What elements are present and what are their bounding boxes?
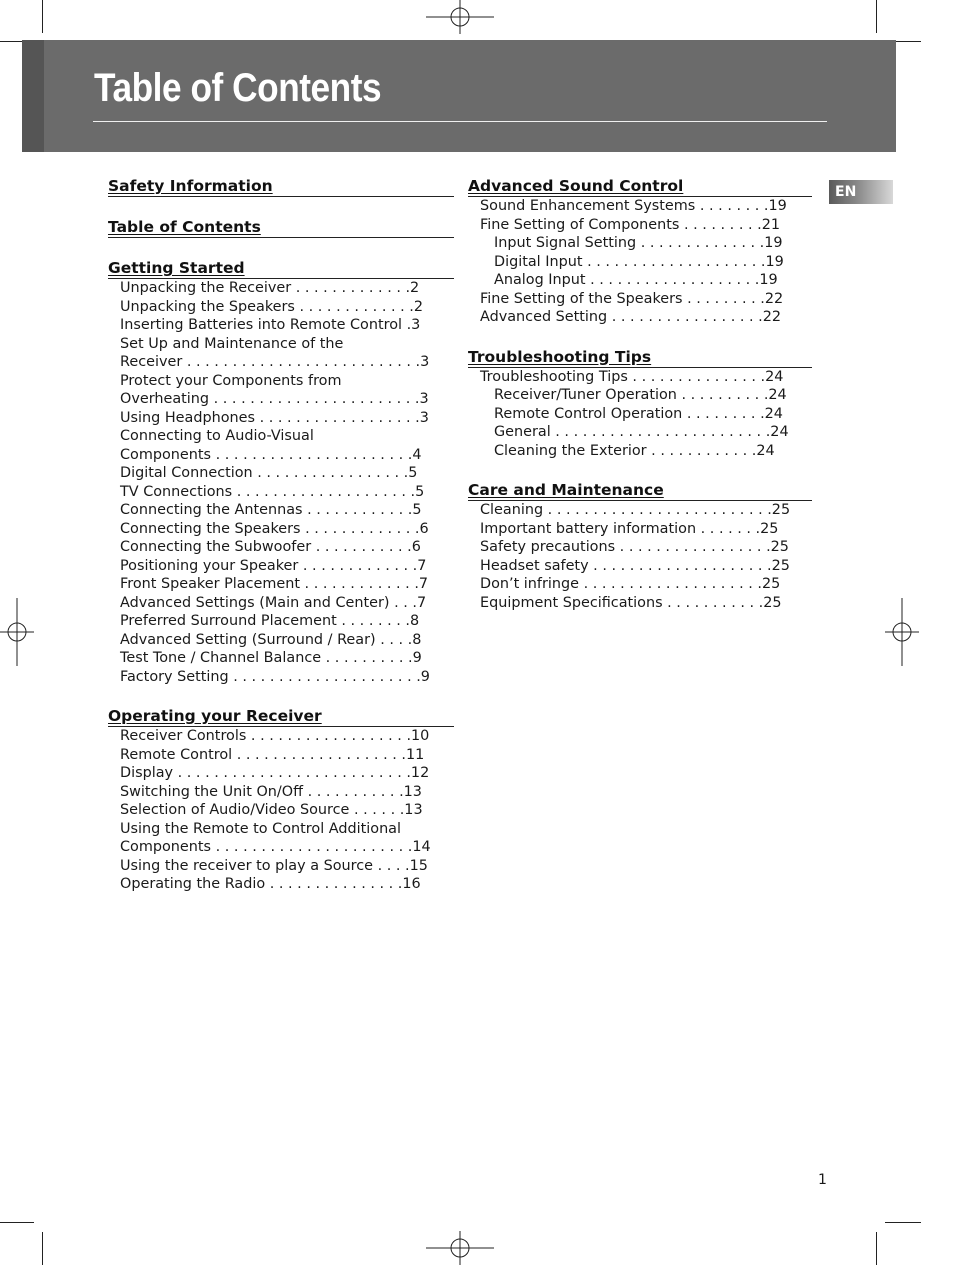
section-heading[interactable]: Care and Maintenance bbox=[468, 480, 812, 501]
crop-mark bbox=[876, 1232, 877, 1265]
toc-section bbox=[108, 238, 454, 686]
toc-entry[interactable]: Troubleshooting Tips . . . . . . . . . . . . . . .24 bbox=[480, 368, 784, 385]
crop-mark bbox=[42, 0, 43, 33]
registration-mark-top bbox=[426, 0, 494, 34]
header-edge bbox=[22, 40, 44, 152]
toc-entry[interactable]: Display . . . . . . . . . . . . . . . . . . . . . . . . . .12 bbox=[120, 765, 430, 781]
toc-entry[interactable]: Headset safety . . . . . . . . . . . . . . . . . . . .25 bbox=[480, 557, 790, 574]
toc-section bbox=[468, 460, 812, 612]
toc-entry[interactable]: Sound Enhancement Systems . . . . . . . .19 bbox=[480, 198, 787, 214]
toc-entry[interactable]: Advanced Settings (Main and Center) . . .7 bbox=[120, 594, 427, 611]
toc-entry[interactable]: Front Speaker Placement . . . . . . . . . . . . .7 bbox=[120, 576, 429, 592]
toc-entry[interactable]: Advanced Setting . . . . . . . . . . . . . . . . .22 bbox=[480, 309, 782, 325]
toc-entry[interactable]: Using the Remote to Control Additional bbox=[120, 820, 402, 837]
toc-section bbox=[108, 176, 454, 197]
registration-mark-right bbox=[885, 598, 919, 666]
toc-entry-list bbox=[108, 727, 454, 894]
section-heading[interactable]: Getting Started bbox=[108, 258, 454, 279]
toc-entry[interactable]: General . . . . . . . . . . . . . . . . . . . . . . . .24 bbox=[494, 424, 789, 440]
toc-section bbox=[468, 327, 812, 461]
crop-mark bbox=[876, 0, 877, 33]
toc-left-column bbox=[108, 176, 454, 894]
toc-entry[interactable]: Components . . . . . . . . . . . . . . . . . . . . . .4 bbox=[120, 446, 422, 463]
toc-entry[interactable]: Fine Setting of Components . . . . . . . . .21 bbox=[480, 216, 781, 233]
toc-entry[interactable]: Preferred Surround Placement . . . . . . . .8 bbox=[120, 613, 420, 629]
toc-entry[interactable]: Safety precautions . . . . . . . . . . . . . . . . .25 bbox=[480, 539, 789, 555]
toc-entry[interactable]: Digital Input . . . . . . . . . . . . . . . . . . . .19 bbox=[494, 253, 784, 270]
toc-entry[interactable]: Remote Control Operation . . . . . . . . .24 bbox=[494, 405, 783, 422]
registration-mark-left bbox=[0, 598, 34, 666]
crop-mark bbox=[0, 1222, 34, 1223]
toc-entry[interactable]: Using the receiver to play a Source . . . .15 bbox=[120, 857, 428, 874]
toc-entry[interactable]: Connecting the Antennas . . . . . . . . . . . .5 bbox=[120, 502, 422, 518]
toc-entry[interactable]: Using Headphones . . . . . . . . . . . . . . . . . .3 bbox=[120, 409, 429, 426]
toc-entry[interactable]: Components . . . . . . . . . . . . . . . . . . . . . .14 bbox=[120, 839, 431, 855]
toc-entry[interactable]: Connecting the Speakers . . . . . . . . . . . . .6 bbox=[120, 520, 429, 537]
section-heading[interactable]: Safety Information bbox=[108, 176, 454, 197]
page-number: 1 bbox=[818, 1172, 827, 1188]
toc-section bbox=[468, 176, 812, 327]
toc-entry[interactable]: Test Tone / Channel Balance . . . . . . . . . .9 bbox=[120, 650, 422, 666]
toc-entry[interactable]: Cleaning . . . . . . . . . . . . . . . . . . . . . . . . .25 bbox=[480, 502, 791, 518]
toc-entry[interactable]: Advanced Setting (Surround / Rear) . . . .8 bbox=[120, 631, 422, 648]
page-title: Table of Contents bbox=[94, 66, 382, 110]
toc-entry[interactable]: Don’t infringe . . . . . . . . . . . . . . . . . . . .25 bbox=[480, 576, 781, 592]
registration-mark-bottom bbox=[426, 1231, 494, 1265]
section-heading[interactable]: Operating your Receiver bbox=[108, 706, 454, 727]
toc-entry[interactable]: Analog Input . . . . . . . . . . . . . . . . . . .19 bbox=[494, 272, 778, 288]
toc-entry[interactable]: TV Connections . . . . . . . . . . . . . . . . . . . .5 bbox=[120, 483, 425, 500]
toc-entry[interactable]: Remote Control . . . . . . . . . . . . . . . . . . .11 bbox=[120, 746, 425, 763]
toc-entry[interactable]: Unpacking the Speakers . . . . . . . . . . . . .2 bbox=[120, 298, 423, 315]
toc-entry[interactable]: Connecting to Audio-Visual bbox=[120, 428, 314, 444]
toc-entry[interactable]: Fine Setting of the Speakers . . . . . . . . .22 bbox=[480, 290, 784, 307]
toc-entry-list bbox=[468, 197, 812, 327]
toc-right-column bbox=[468, 176, 812, 612]
toc-entry-list bbox=[468, 501, 812, 612]
toc-entry[interactable]: Factory Setting . . . . . . . . . . . . . . . . . . . . .9 bbox=[120, 668, 430, 685]
toc-section bbox=[108, 686, 454, 894]
crop-mark bbox=[885, 1222, 921, 1223]
toc-entry[interactable]: Important battery information . . . . . . .25 bbox=[480, 520, 779, 537]
section-heading[interactable]: Table of Contents bbox=[108, 217, 454, 238]
toc-entry-list bbox=[468, 368, 812, 461]
toc-entry[interactable]: Unpacking the Receiver . . . . . . . . . . . . .2 bbox=[120, 280, 420, 296]
toc-entry[interactable]: Positioning your Speaker . . . . . . . . . . . . .7 bbox=[120, 557, 427, 574]
toc-entry[interactable]: Input Signal Setting . . . . . . . . . . . . . .19 bbox=[494, 235, 783, 251]
section-heading[interactable]: Troubleshooting Tips bbox=[468, 347, 812, 368]
toc-entry[interactable]: Operating the Radio . . . . . . . . . . . . . . .16 bbox=[120, 876, 421, 892]
language-tab: EN bbox=[829, 180, 893, 204]
toc-entry[interactable]: Receiver Controls . . . . . . . . . . . . . . . . . .10 bbox=[120, 728, 430, 744]
toc-entry[interactable]: Receiver . . . . . . . . . . . . . . . . . . . . . . . . . .3 bbox=[120, 354, 430, 370]
toc-entry[interactable]: Protect your Components from bbox=[120, 372, 342, 389]
toc-entry[interactable]: Digital Connection . . . . . . . . . . . . . . . . .5 bbox=[120, 465, 418, 481]
toc-entry[interactable]: Set Up and Maintenance of the bbox=[120, 335, 344, 352]
toc-entry-list bbox=[108, 279, 454, 686]
toc-entry[interactable]: Cleaning the Exterior . . . . . . . . . . . .24 bbox=[494, 442, 775, 459]
toc-entry[interactable]: Equipment Specifications . . . . . . . . . . .25 bbox=[480, 594, 782, 611]
toc-entry[interactable]: Selection of Audio/Video Source . . . . . .13 bbox=[120, 802, 423, 818]
toc-section bbox=[108, 197, 454, 238]
crop-mark bbox=[42, 1232, 43, 1265]
toc-entry[interactable]: Overheating . . . . . . . . . . . . . . . . . . . . . . .3 bbox=[120, 391, 429, 407]
title-rule bbox=[93, 121, 827, 122]
toc-entry[interactable]: Connecting the Subwoofer . . . . . . . . . . .6 bbox=[120, 539, 421, 555]
toc-entry[interactable]: Inserting Batteries into Remote Control .3 bbox=[120, 317, 421, 333]
toc-entry[interactable]: Switching the Unit On/Off . . . . . . . . . . .13 bbox=[120, 783, 422, 800]
toc-entry[interactable]: Receiver/Tuner Operation . . . . . . . . . .24 bbox=[494, 387, 787, 403]
section-heading[interactable]: Advanced Sound Control bbox=[468, 176, 812, 197]
